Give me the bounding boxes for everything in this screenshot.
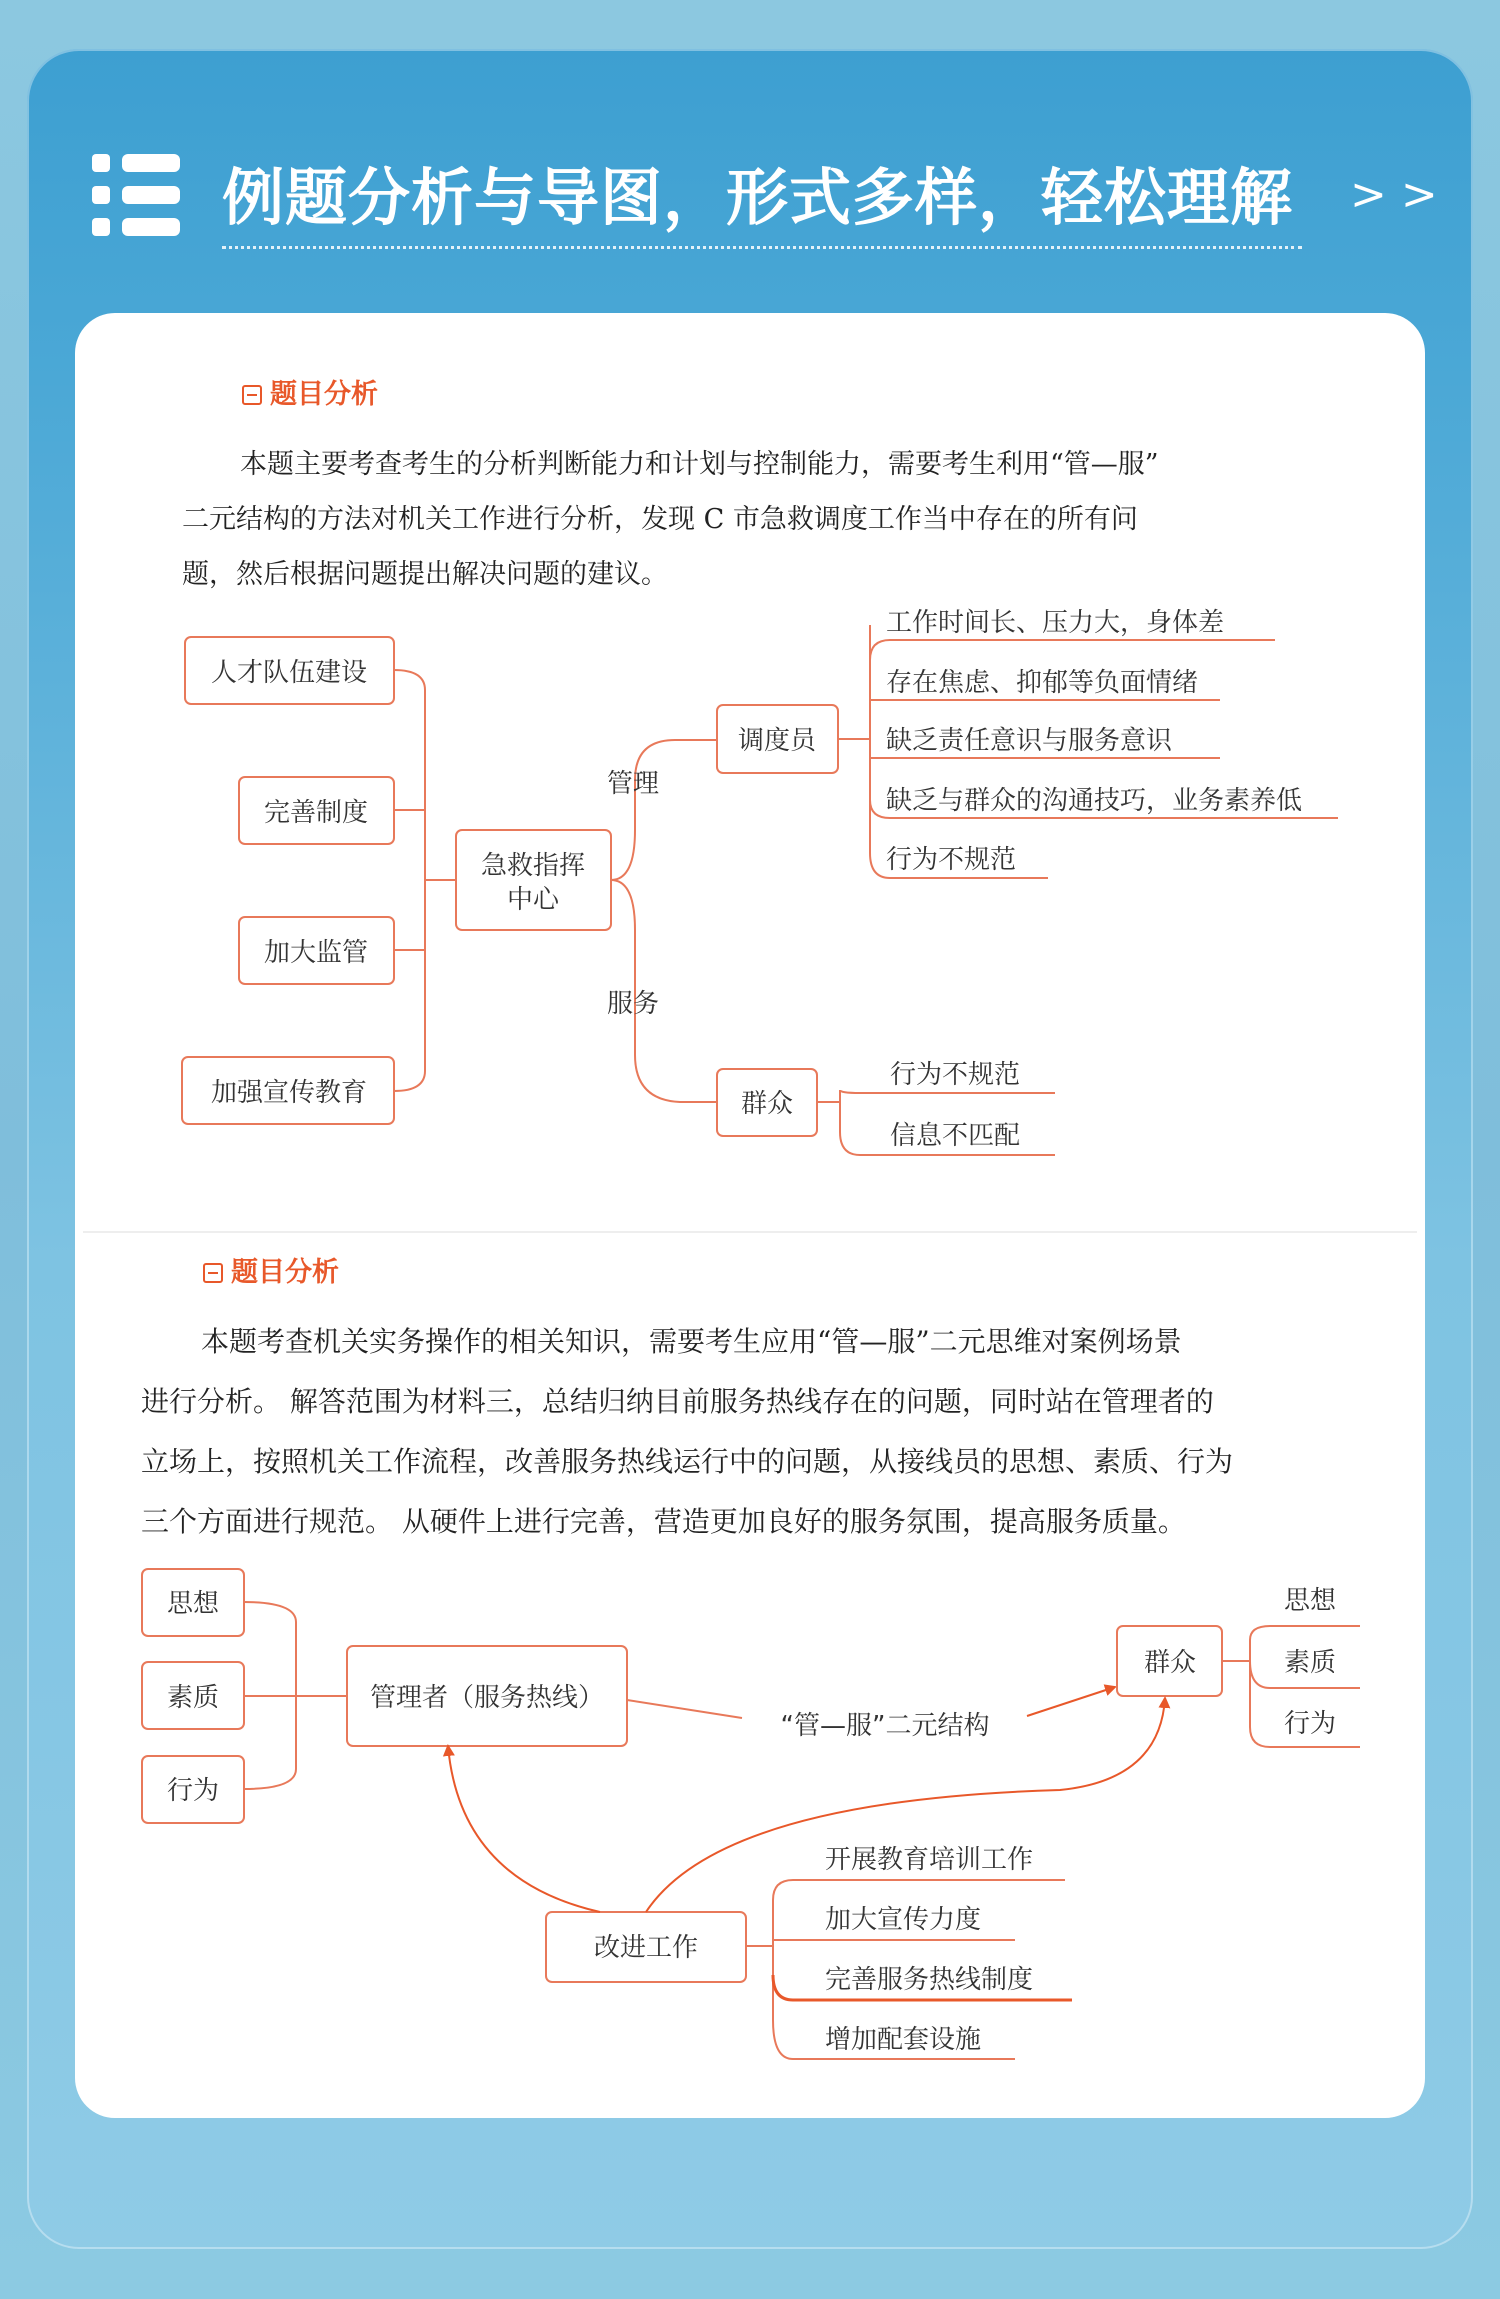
mm1-left-node: 人才队伍建设 — [210, 658, 368, 688]
mm1-manage-item: 缺乏与群众的沟通技巧，业务素养低 — [886, 786, 1303, 816]
page-title: 例题分析与导图，形式多样，轻松理解 — [222, 161, 1294, 234]
mm1-center-node-line: 急救指挥 — [480, 851, 586, 881]
mm2-improve-trunk — [746, 1900, 773, 2020]
mm1-manage-trunk — [838, 625, 870, 853]
mm2-improve-node: 改进工作 — [593, 1933, 699, 1963]
mm1-manage-item: 缺乏责任意识与服务意识 — [886, 726, 1173, 756]
mm1-left-bracket — [394, 670, 425, 1091]
mm2-relation-label: “管—服”二元结构 — [780, 1711, 990, 1741]
mindmap-2-text — [167, 1586, 1337, 2055]
mindmap-2 — [142, 1569, 1360, 2059]
mm2-relation-arrow — [1027, 1687, 1115, 1716]
mm1-serve-item-line — [840, 1090, 1055, 1093]
paragraph-line: 本题考查机关实务操作的相关知识，需要考生应用“管—服”二元思维对案例场景 — [201, 1325, 1182, 1358]
mm2-public-item: 思想 — [1283, 1586, 1337, 1616]
mm1-branch-label-manage: 管理 — [606, 769, 660, 799]
mm1-serve-item: 信息不匹配 — [890, 1121, 1021, 1151]
paragraph-line: 二元结构的方法对机关工作进行分析，发现 C 市急救调度工作当中存在的所有问 — [182, 504, 1138, 535]
mm2-public-item: 行为 — [1283, 1709, 1337, 1739]
mm2-left-node: 思想 — [166, 1589, 220, 1619]
mm2-public-trunk — [1222, 1640, 1250, 1727]
mm2-improve-to-manager-arrow — [448, 1746, 600, 1912]
mm2-improve-item: 开展教育培训工作 — [825, 1845, 1034, 1875]
section1-title-text: 题目分析 — [270, 379, 378, 410]
mm1-manage-node: 调度员 — [737, 726, 817, 756]
double-chevron-icon: > > — [1350, 169, 1438, 220]
mm2-improve-item: 加大宣传力度 — [825, 1905, 982, 1935]
mm2-improve-item: 增加配套设施 — [825, 2025, 982, 2055]
paragraph-line: 题，然后根据问题提出解决问题的建议。 — [182, 559, 668, 590]
mm1-manage-item-line — [870, 640, 1275, 660]
mm2-left-node: 行为 — [166, 1776, 220, 1806]
mm1-manage-item: 存在焦虑、抑郁等负面情绪 — [886, 668, 1199, 698]
mm1-branch-label-serve: 服务 — [606, 989, 660, 1019]
mm2-manager-node: 管理者（服务热线） — [369, 1683, 605, 1713]
mm2-improve-item: 完善服务热线制度 — [825, 1965, 1034, 1995]
mm1-serve-node: 群众 — [740, 1089, 794, 1119]
paragraph-line: 三个方面进行规范。 从硬件上进行完善，营造更加良好的服务氛围，提高服务质量。 — [141, 1505, 1186, 1538]
mm2-relation-line-left — [627, 1700, 742, 1718]
mm1-serve-item: 行为不规范 — [890, 1060, 1021, 1090]
mm1-left-node: 加大监管 — [263, 938, 369, 968]
paragraph-line: 进行分析。 解答范围为材料三，总结归纳目前服务热线存在的问题，同时站在管理者的 — [141, 1385, 1214, 1418]
mm1-manage-item: 行为不规范 — [886, 845, 1017, 875]
mm1-manage-branch — [611, 740, 717, 880]
mm2-public-node: 群众 — [1143, 1648, 1197, 1678]
section2-title-text: 题目分析 — [231, 1257, 339, 1288]
mm2-public-item-line — [1250, 1626, 1360, 1640]
mindmap-1 — [182, 625, 1338, 1155]
paragraph-line: 本题主要考查考生的分析判断能力和计划与控制能力，需要考生利用“管—服” — [240, 449, 1159, 480]
mm1-left-node: 完善制度 — [263, 798, 369, 828]
mm2-improve-item-line — [773, 1880, 1065, 1900]
mm1-serve-trunk — [817, 1090, 840, 1132]
mm2-public-item: 素质 — [1283, 1648, 1337, 1678]
mm2-left-node: 素质 — [166, 1683, 220, 1713]
mm1-left-node: 加强宣传教育 — [210, 1078, 368, 1108]
paragraph-line: 立场上，按照机关工作流程，改善服务热线运行中的问题，从接线员的思想、素质、行为 — [141, 1445, 1234, 1478]
mm1-center-node-line: 中心 — [506, 885, 560, 915]
mm1-manage-item: 工作时间长、压力大，身体差 — [886, 608, 1225, 638]
